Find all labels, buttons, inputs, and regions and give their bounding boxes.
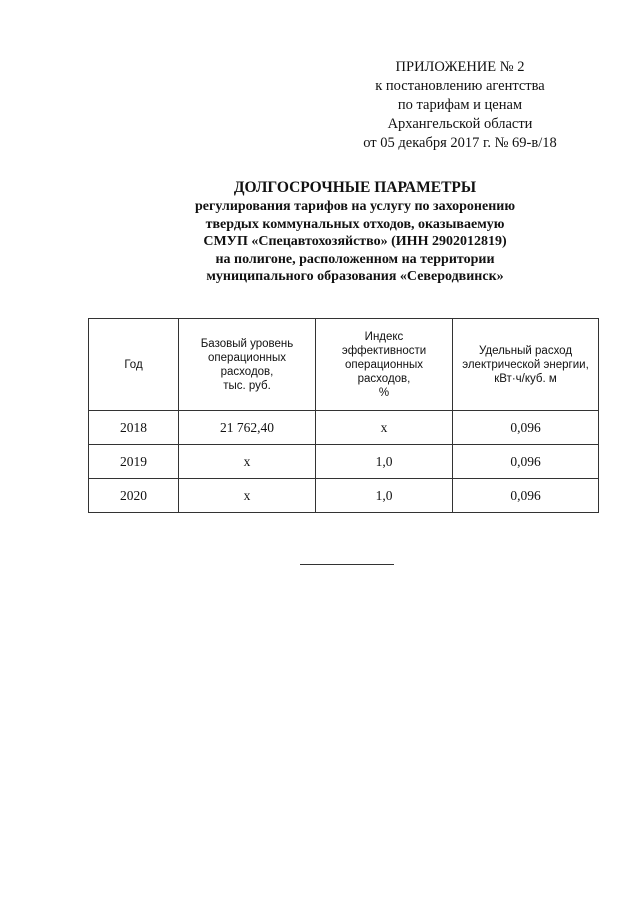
appendix-line: к постановлению агентства [375, 78, 545, 94]
cell-base-cost: х [179, 479, 316, 513]
end-divider [300, 564, 394, 565]
appendix-line: Архангельской области [387, 116, 533, 132]
header-energy-consumption: Удельный расход электрической энергии, кВт·ч/куб. м [453, 319, 599, 411]
document-subtitle-line: СМУП «Спецавтохозяйство» (ИНН 2902012819) [203, 234, 507, 249]
appendix-line: по тарифам и ценам [397, 97, 523, 113]
table-row [89, 479, 599, 513]
document-title-block [100, 178, 610, 286]
header-year: Год [89, 319, 179, 411]
document-subtitle-line: муниципального образования «Северодвинск» [206, 269, 504, 284]
table-row [89, 445, 599, 479]
cell-efficiency-index: 1,0 [316, 479, 453, 513]
document-subtitle-line: регулирования тарифов на услугу по захоронению [194, 199, 516, 214]
document-subtitle-line: на полигоне, расположенном на территории [215, 251, 495, 267]
header-base-cost: Базовый уровень операционных расходов, тыс. руб. [179, 319, 316, 411]
table-row [89, 411, 599, 445]
document-subtitle-line: твердых коммунальных отходов, оказываемую [205, 216, 505, 232]
appendix-block [330, 58, 590, 153]
cell-base-cost: х [179, 445, 316, 479]
cell-efficiency-index: х [316, 411, 453, 445]
document-title: ДОЛГОСРОЧНЫЕ ПАРАМЕТРЫ [233, 179, 477, 196]
cell-energy-consumption: 0,096 [453, 445, 599, 479]
cell-year: 2019 [89, 445, 179, 479]
appendix-date-line: от 05 декабря 2017 г. № 69-в/18 [363, 135, 557, 151]
table-header-row [89, 319, 599, 411]
parameters-table [88, 318, 599, 513]
cell-year: 2020 [89, 479, 179, 513]
cell-year: 2018 [89, 411, 179, 445]
cell-base-cost: 21 762,40 [179, 411, 316, 445]
header-efficiency-index: Индекс эффективности операционных расходов, % [316, 319, 453, 411]
appendix-title: ПРИЛОЖЕНИЕ № 2 [395, 59, 525, 75]
cell-energy-consumption: 0,096 [453, 411, 599, 445]
cell-efficiency-index: 1,0 [316, 445, 453, 479]
cell-energy-consumption: 0,096 [453, 479, 599, 513]
